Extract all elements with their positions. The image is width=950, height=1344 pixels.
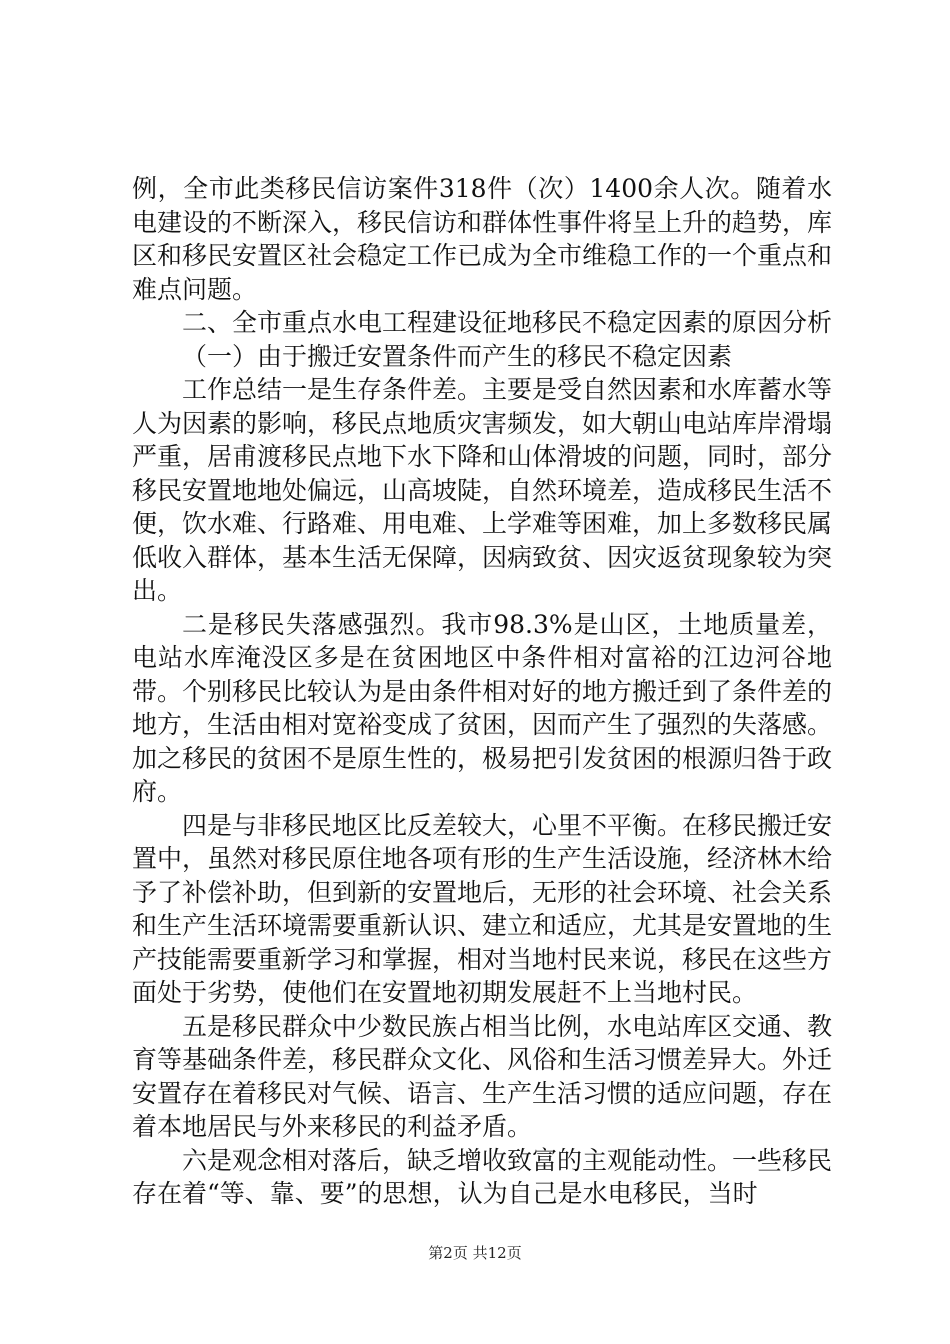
paragraph-living-conditions: 工作总结一是生存条件差。主要是受自然因素和水库蓄水等人为因素的影响，移民点地质灾害频发，如大朝山电站库岸滑塌严重，居甫渡移民点地下水下降和山体滑坡的问题，同时，部分移民安置地地处偏远，山高坡陡，自然环境差，造成移民生活不便，饮水难、行路难、用电难、上学难等困难，加上多数移民属低收入群体，基本生活无保障，因病致贫、因灾返贫现象较为突出。 [132, 375, 833, 605]
paragraph-continuation: 例，全市此类移民信访案件318件（次）1400余人次。随着水电建设的不断深入，移民信访和群体性事件将呈上升的趋势，库区和移民安置区社会稳定工作已成为全市维稳工作的一个重点和难点问题。 [132, 174, 833, 304]
paragraph-outdated-concepts: 六是观念相对落后，缺乏增收致富的主观能动性。一些移民存在着“等、靠、要”的思想，认为自己是水电移民，当时 [132, 1145, 833, 1208]
document-body [132, 172, 832, 1211]
paragraph-sense-of-loss: 二是移民失落感强烈。我市98.3%是山区，土地质量差，电站水库淹没区多是在贫困地区中条件相对富裕的江边河谷地带。个别移民比较认为是由条件相对好的地方搬迁到了条件差的地方，生活由相对宽裕变成了贫困，因而产生了强烈的失落感。加之移民的贫困不是原生性的，极易把引发贫困的根源归咎于政府。 [132, 609, 833, 806]
page-number-footer: 第2页 共12页 [428, 1244, 522, 1262]
paragraph-contrast: 四是与非移民地区比反差较大，心里不平衡。在移民搬迁安置中，虽然对移民原住地各项有形的生产生活设施，经济林木给予了补偿补助，但到新的安置地后，无形的社会环境、社会关系和生产生活环境需要重新认识、建立和适应，尤其是安置地的生产技能需要重新学习和掌握，相对当地村民来说，移民在这些方面处于劣势，使他们在安置地初期发展赶不上当地村民。 [132, 810, 833, 1007]
section-heading-two: 二、全市重点水电工程建设征地移民不稳定因素的原因分析 [182, 308, 833, 337]
subsection-heading-one: （一）由于搬迁安置条件而产生的移民不稳定因素 [182, 341, 733, 371]
paragraph-ethnic-minorities: 五是移民群众中少数民族占相当比例，水电站库区交通、教育等基础条件差，移民群众文化、风俗和生活习惯差异大。外迁安置存在着移民对气候、语言、生产生活习惯的适应问题，存在着本地居民与外来移民的利益矛盾。 [132, 1011, 833, 1141]
